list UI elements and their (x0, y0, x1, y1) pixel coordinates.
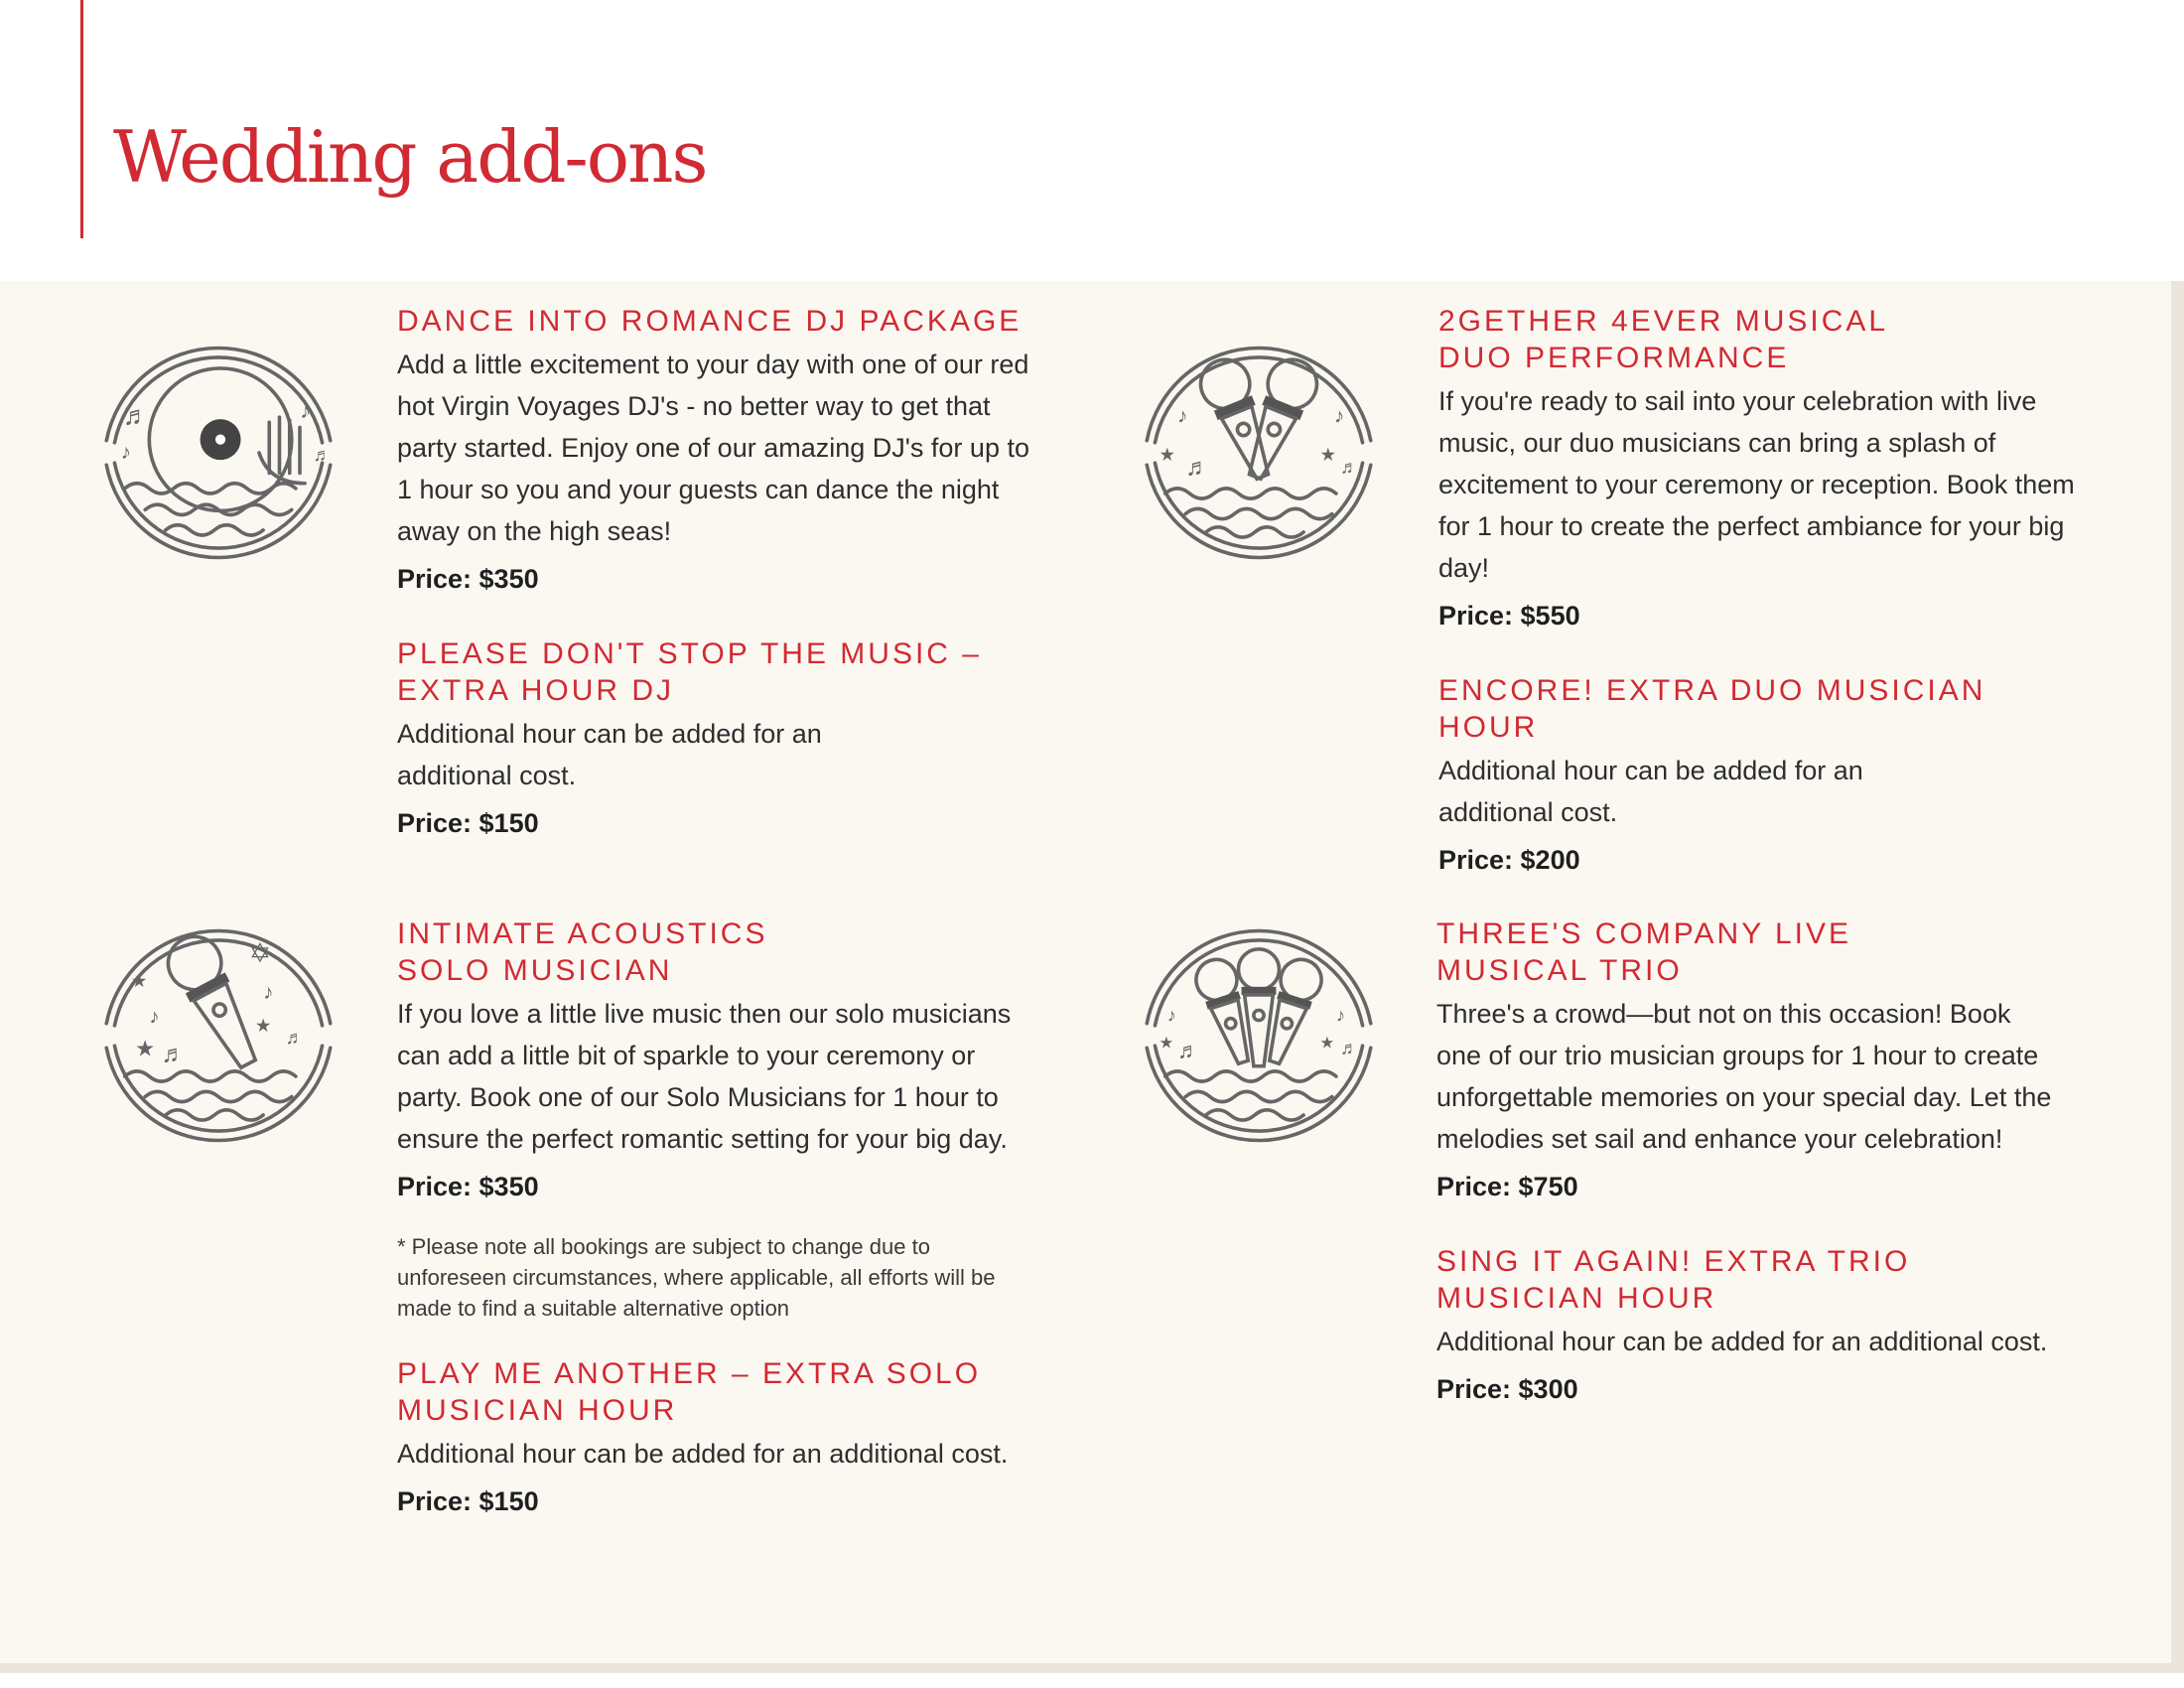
solo-musician-block (397, 915, 1042, 1203)
item-title: 2GETHER 4EVER MUSICAL DUO PERFORMANCE (1438, 305, 1889, 374)
panel-shadow-right (2171, 281, 2184, 1673)
duo-section (1438, 303, 2094, 877)
duo-performance-block (1438, 303, 2094, 633)
item-title: DANCE INTO ROMANCE DJ PACKAGE (397, 305, 1023, 338)
svg-text:★: ★ (134, 1036, 156, 1061)
item-title: PLEASE DON'T STOP THE MUSIC – EXTRA HOUR DJ (397, 637, 982, 707)
item-title: THREE'S COMPANY LIVE MUSICAL TRIO (1436, 917, 1852, 987)
two-microphones-icon (1137, 331, 1381, 575)
svg-text:★: ★ (1159, 1034, 1174, 1053)
svg-text:★: ★ (1319, 444, 1337, 466)
extra-duo-block (1438, 672, 2094, 877)
svg-text:♬: ♬ (1340, 1037, 1359, 1058)
accent-bar (80, 0, 83, 238)
item-price: Price: $200 (1438, 845, 1580, 875)
item-description: Additional hour can be added for an additional cost. (1438, 756, 1863, 827)
extra-dj-block (397, 635, 1042, 840)
three-microphones-icon (1137, 914, 1381, 1158)
svg-text:♪: ♪ (1177, 404, 1188, 428)
trio-section (1436, 915, 2062, 1406)
item-description: Add a little excitement to your day with one of our red hot Virgin Voyages DJ's - no better way to get that party started. Enjoy one of our amazing DJ's for up to 1 hour so you and your guests can dance the night away on the high seas! (397, 350, 1029, 546)
svg-text:♬: ♬ (161, 1041, 187, 1068)
svg-text:♬: ♬ (1185, 454, 1210, 482)
dj-package-block (397, 303, 1042, 596)
item-description: Three's a crowd—but not on this occasion! Book one of our trio musician groups for 1 hour to create unforgettable memories on your special day. Let the melodies set sail and enhance your celebration! (1436, 999, 2052, 1154)
dj-turntable-icon (96, 331, 341, 575)
svg-text:♬: ♬ (122, 400, 150, 431)
svg-text:✡: ✡ (248, 938, 272, 969)
item-title: PLAY ME ANOTHER – EXTRA SOLO MUSICIAN HOUR (397, 1357, 982, 1427)
svg-text:♬: ♬ (313, 444, 332, 466)
item-description: Additional hour can be added for an additional cost. (397, 1439, 1009, 1469)
svg-text:♪: ♪ (120, 441, 131, 465)
svg-text:♪: ♪ (1166, 1004, 1176, 1026)
single-microphone-icon (96, 914, 341, 1158)
item-description: Additional hour can be added for an additional cost. (1436, 1327, 2048, 1356)
svg-text:♪: ♪ (1335, 1004, 1346, 1026)
svg-text:♬: ♬ (285, 1027, 305, 1049)
item-description: Additional hour can be added for an additional cost. (397, 719, 822, 790)
item-price: Price: $300 (1436, 1374, 1578, 1404)
svg-text:★: ★ (254, 1014, 272, 1036)
item-description: If you're ready to sail into your celebration with live music, our duo musicians can bring a splash of excitement to your ceremony or reception. Book them for 1 hour to create the perfect ambiance for your big day! (1438, 386, 2075, 583)
item-title: ENCORE! EXTRA DUO MUSICIAN HOUR (1438, 674, 1986, 744)
svg-text:♬: ♬ (1177, 1038, 1200, 1063)
item-price: Price: $750 (1436, 1172, 1578, 1201)
item-description: If you love a little live music then our solo musicians can add a little bit of sparkle to your ceremony or party. Book one of our Solo Musicians for 1 hour to ensure the perfect romantic setting for your big day. (397, 999, 1012, 1154)
svg-text:★: ★ (1319, 1034, 1335, 1053)
item-price: Price: $150 (397, 808, 539, 838)
page-title: Wedding add-ons (113, 115, 707, 199)
svg-text:♬: ♬ (1340, 456, 1359, 478)
item-price: Price: $150 (397, 1486, 539, 1516)
svg-text:♪: ♪ (263, 981, 274, 1005)
item-price: Price: $350 (397, 1172, 539, 1201)
item-title: INTIMATE ACOUSTICS SOLO MUSICIAN (397, 917, 768, 987)
dj-section (397, 303, 1042, 840)
extra-trio-block (1436, 1243, 2062, 1406)
panel-shadow-bottom (0, 1663, 2184, 1673)
trio-block (1436, 915, 2062, 1203)
solo-section (397, 915, 1042, 1518)
booking-note: * Please note all bookings are subject to change due to unforeseen circumstances, where applicable, all efforts will be made to find a suitable alternative option (397, 1234, 996, 1321)
svg-text:★: ★ (130, 969, 148, 991)
svg-text:★: ★ (1159, 444, 1176, 466)
extra-solo-block (397, 1355, 1042, 1518)
svg-text:♪: ♪ (149, 1005, 160, 1029)
item-price: Price: $550 (1438, 601, 1580, 631)
svg-text:♪: ♪ (1333, 404, 1345, 428)
item-price: Price: $350 (397, 564, 539, 594)
svg-text:♪: ♪ (300, 398, 312, 424)
item-title: SING IT AGAIN! EXTRA TRIO MUSICIAN HOUR (1436, 1245, 1911, 1315)
